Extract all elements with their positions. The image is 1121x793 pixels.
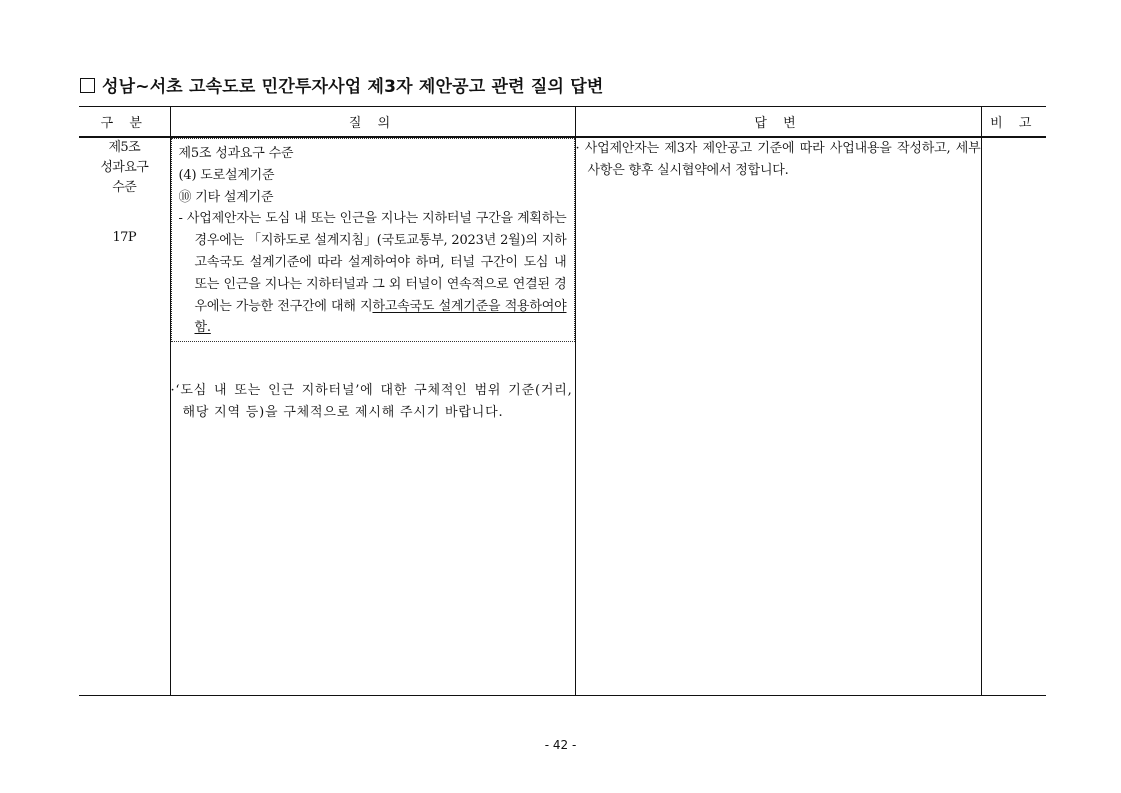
- header-remark: 비 고: [981, 107, 1046, 138]
- question-cell: [170, 137, 575, 696]
- qa-table: [79, 106, 1046, 696]
- document-title-text: 성남~서초 고속도로 민간투자사업 제3자 제안공고 관련 질의 답변: [102, 77, 604, 97]
- answer-text: · 사업제안자는 제3자 제안공고 기준에 따라 사업내용을 작성하고, 세부 사항은 향후 실시협약에서 정합니다.: [575, 141, 981, 178]
- document-title: [80, 72, 603, 97]
- header-category: 구 분: [79, 107, 170, 138]
- quoted-clause-box: [171, 138, 575, 342]
- remark-cell: [981, 137, 1046, 696]
- quote-line-2: (4) 도로설계기준: [178, 167, 275, 183]
- header-question: 질 의: [170, 107, 575, 138]
- quote-item-text: - 사업제안자는 도심 내 또는 인근을 지나는 지하터널 구간을 계획하는 경우에는 「지하도로 설계지침」(국토교통부, 2023년 2월)의 지하고속국도 설계기준에 따라 설계하여야 하며, 터널 구간이 도심 내 또는 인근을 지나는 지하터널과 그 외 터널이 연속적으로 연결된 경우에는 가능한 전구간에 대해 지: [178, 211, 567, 314]
- table-header-row: [79, 107, 1046, 138]
- category-line-3: 수준: [112, 180, 137, 195]
- checkbox-square-icon: [80, 78, 95, 93]
- answer-cell: [575, 137, 981, 696]
- quote-line-3: ⑩ 기타 설계기준: [178, 189, 274, 205]
- question-text: ·‘도심 내 또는 인근 지하터널’에 대한 구체적인 범위 기준(거리, 해당 지역 등)을 구체적으로 제시해 주시기 바랍니다.: [170, 383, 573, 420]
- quote-dash-item: [179, 208, 567, 339]
- category-line-2: 성과요구: [100, 160, 149, 175]
- category-line-1: 제5조: [108, 140, 141, 155]
- page-reference: 17P: [112, 230, 136, 245]
- quote-item-underlined-text: 하고속국도 설계기준을 적용하여야 함.: [194, 298, 567, 336]
- table-row: [79, 137, 1046, 696]
- page-number: - 42 -: [544, 738, 577, 752]
- quote-line-1: 제5조 성과요구 수준: [178, 146, 294, 161]
- header-answer: 답 변: [575, 107, 981, 138]
- category-cell: [79, 137, 170, 696]
